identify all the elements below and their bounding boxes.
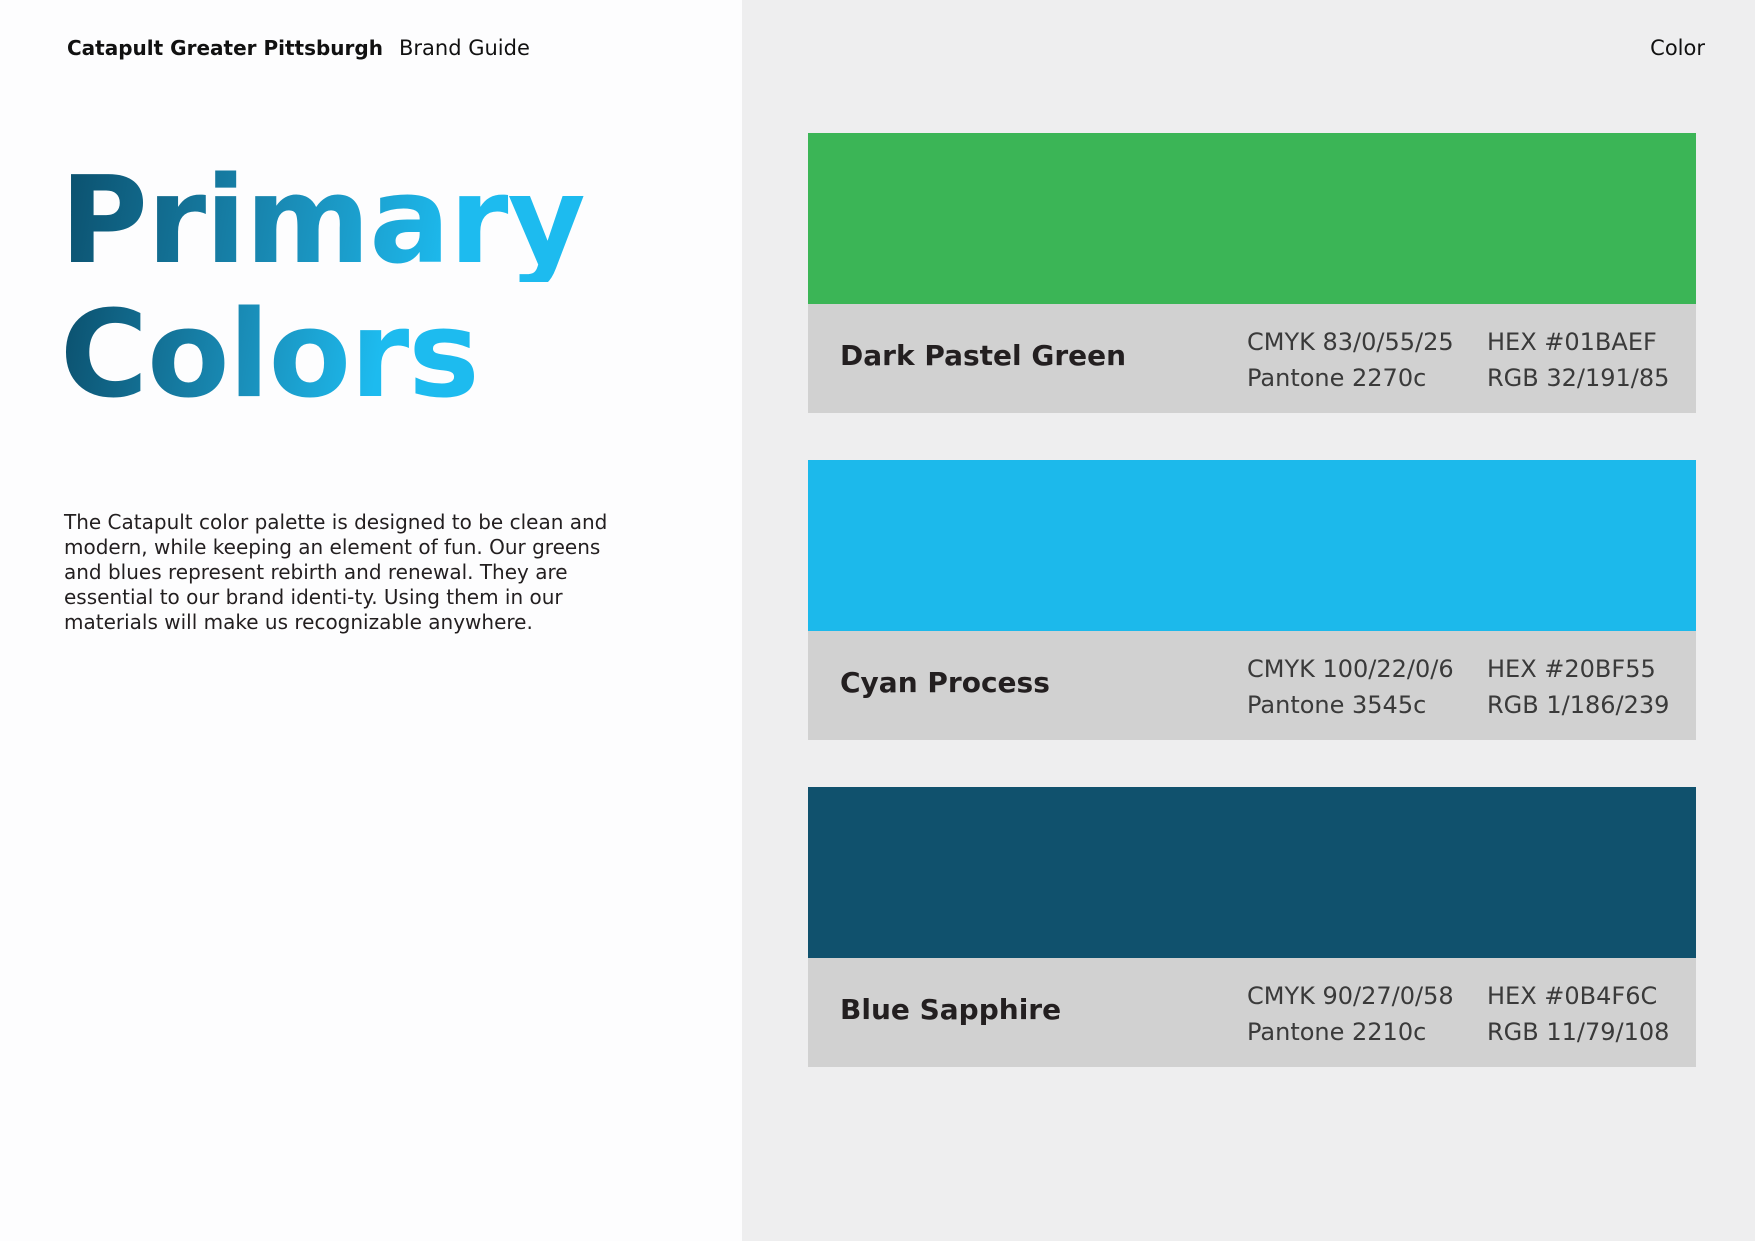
swatch-rgb-value: RGB 1/186/239 [1487, 691, 1670, 719]
swatch-info-bar [808, 631, 1696, 740]
color-swatch-card [808, 787, 1696, 1067]
swatch-info-bar [808, 304, 1696, 413]
color-swatch-card [808, 133, 1696, 413]
swatch-cmyk-value: CMYK 90/27/0/58 [1247, 982, 1454, 1010]
swatch-hex-value: HEX #0B4F6C [1487, 982, 1658, 1010]
color-swatch-block [808, 460, 1696, 631]
swatch-pantone-value: Pantone 2270c [1247, 364, 1427, 392]
page-title-line-1: Primary [60, 152, 585, 291]
swatch-color-name: Dark Pastel Green [840, 339, 1127, 372]
swatch-color-name: Cyan Process [840, 666, 1050, 699]
header-brand-name: Catapult Greater Pittsburgh [67, 36, 383, 60]
color-swatch-block [808, 133, 1696, 304]
header-section-label: Color [1650, 36, 1705, 60]
swatch-hex-value: HEX #20BF55 [1487, 655, 1656, 683]
swatch-pantone-value: Pantone 2210c [1247, 1018, 1427, 1046]
page-title-line-2: Colors [60, 286, 479, 425]
swatch-info-bar [808, 958, 1696, 1067]
header-document-title: Brand Guide [399, 36, 530, 60]
swatch-cmyk-value: CMYK 83/0/55/25 [1247, 328, 1454, 356]
swatch-rgb-value: RGB 32/191/85 [1487, 364, 1670, 392]
swatch-rgb-value: RGB 11/79/108 [1487, 1018, 1670, 1046]
swatch-pantone-value: Pantone 3545c [1247, 691, 1427, 719]
swatch-cmyk-value: CMYK 100/22/0/6 [1247, 655, 1454, 683]
color-swatch-card [808, 460, 1696, 740]
color-swatch-block [808, 787, 1696, 958]
swatch-color-name: Blue Sapphire [840, 993, 1062, 1026]
swatch-hex-value: HEX #01BAEF [1487, 328, 1657, 356]
palette-description: The Catapult color palette is designed to be clean and modern, while keeping an element of fun. Our greens and blues represent rebirth and renewal. They are essential to our brand identi-ty. Using them in our materials will make us recognizable anywhere. [64, 510, 608, 634]
